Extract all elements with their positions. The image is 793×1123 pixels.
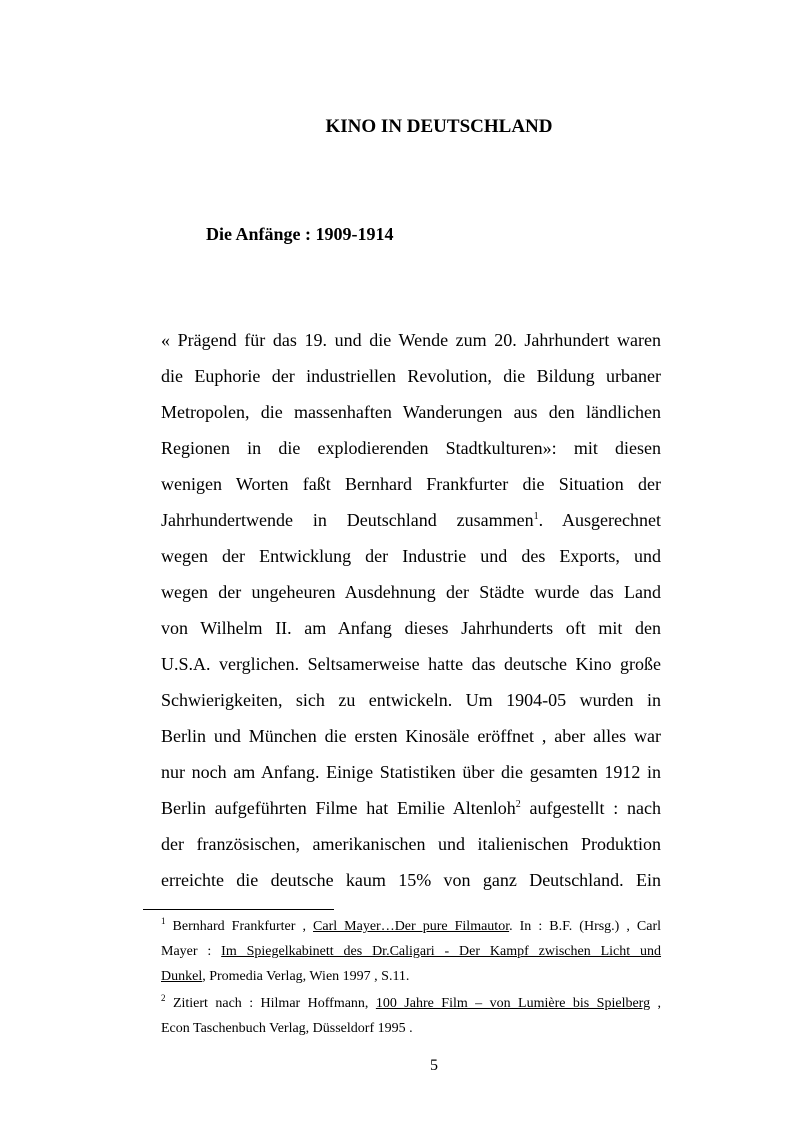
footnote-text: Mayer :: [161, 944, 212, 959]
footnote-text: . In : B.F. (Hrsg.) , Carl: [509, 919, 662, 934]
footnote-text: Bernhard Frankfurter ,: [172, 919, 306, 934]
footnote-ref-2: 2: [515, 799, 521, 810]
body-line-segment: Ausgerechnet: [562, 510, 661, 530]
body-line: Metropolen, die massenhaften Wanderungen aus den ländlichen: [161, 402, 661, 422]
body-line: nur noch am Anfang. Einige Statistiken über die gesamten 1912 in: [161, 762, 661, 782]
footnotes: [161, 914, 661, 1041]
body-line: wegen der Entwicklung der Industrie und des Exports, und: [161, 546, 661, 566]
footnote-link[interactable]: Im Spiegelkabinett des Dr.Caligari - Der Kampf zwischen Licht und: [221, 944, 662, 959]
footnote-1-line: [161, 939, 661, 964]
footnote-1-line: [161, 964, 661, 989]
body-line: wenigen Worten faßt Bernhard Frankfurter die Situation der: [161, 474, 661, 494]
footnote-1-marker: 1: [161, 916, 166, 926]
footnote-link[interactable]: 100 Jahre Film – von Lumière bis Spielberg: [375, 996, 651, 1011]
body-line: wegen der ungeheuren Ausdehnung der Städte wurde das Land: [161, 582, 661, 602]
footnote-2-marker: 2: [161, 993, 166, 1003]
body-line-segment: Jahrhundertwende in Deutschland zusammen: [161, 510, 534, 530]
footnote-2-line: Econ Taschenbuch Verlag, Düsseldorf 1995 .: [161, 1021, 413, 1036]
body-line: « Prägend für das 19. und die Wende zum 20. Jahrhundert waren: [161, 330, 661, 350]
body-line: die Euphorie der industriellen Revolution, die Bildung urbaner: [161, 366, 661, 386]
footnote-divider: [143, 909, 334, 910]
body-line: Regionen in die explodierenden Stadtkulturen»: mit diesen: [161, 438, 661, 458]
footnote-text: , Promedia Verlag, Wien 1997 , S.11.: [202, 969, 410, 984]
body-line: Berlin und München die ersten Kinosäle eröffnet , aber alles war: [161, 726, 661, 746]
page-title: KINO IN DEUTSCHLAND: [325, 116, 553, 137]
body-line: Jahrhundertwende in Deutschland zusammen$^1$. Ausgerechnet: [161, 510, 661, 530]
footnote-link[interactable]: Carl Mayer…Der pure Filmautor: [313, 919, 510, 934]
body-line: Schwierigkeiten, sich zu entwickeln. Um 1904-05 wurden in: [161, 690, 661, 710]
body-line: der französischen, amerikanischen und italienischen Produktion: [161, 834, 661, 854]
footnote-link[interactable]: Dunkel: [161, 969, 203, 984]
footnote-ref-1: 1: [533, 511, 539, 522]
page-number: 5: [430, 1057, 438, 1074]
body-line-segment: aufgestellt : nach: [529, 798, 661, 818]
body-line: [161, 790, 661, 826]
body-line: U.S.A. verglichen. Seltsamerweise hatte das deutsche Kino große: [161, 654, 661, 674]
body-text: [161, 322, 661, 898]
footnote-2-line: [161, 991, 661, 1016]
footnote-text: ,: [657, 996, 662, 1011]
section-heading: Die Anfänge : 1909-1914: [206, 224, 394, 244]
body-line: von Wilhelm II. am Anfang dieses Jahrhunderts oft mit den: [161, 618, 661, 638]
body-line-segment: Berlin aufgeführten Filme hat Emilie Altenloh: [161, 798, 516, 818]
body-line: erreichte die deutsche kaum 15% von ganz Deutschland. Ein: [161, 870, 661, 890]
footnote-text: Zitiert nach : Hilmar Hoffmann,: [172, 996, 369, 1011]
footnote-1-line: [161, 914, 661, 939]
